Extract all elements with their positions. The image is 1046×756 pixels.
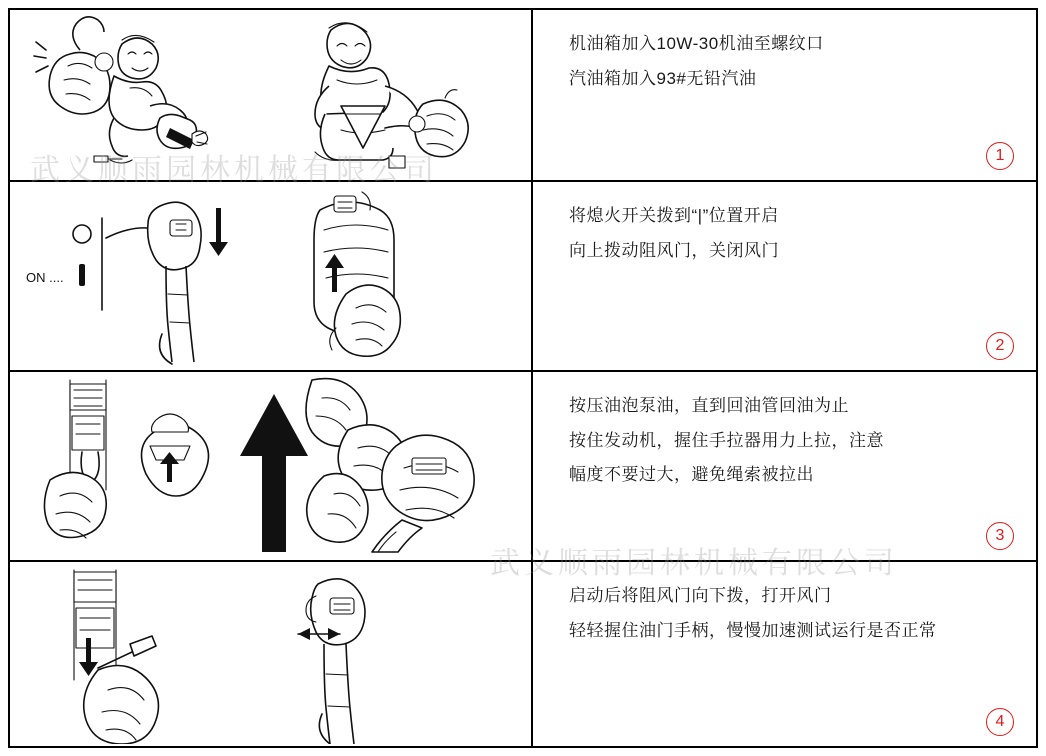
step-2-text <box>533 182 1036 370</box>
step-2-line-1: 将熄火开关拨到“|”位置开启 <box>569 206 779 225</box>
step-3-line-1: 按压油泡泵油，直到回油管回油为止 <box>569 396 849 415</box>
step-1-illustration <box>10 10 533 180</box>
table-row <box>10 562 1036 746</box>
step-4-line-2: 轻轻握住油门手柄，慢慢加速测试运行是否正常 <box>569 620 937 640</box>
step-3-text <box>533 372 1036 560</box>
step-3-line-3: 幅度不要过大，避免绳索被拉出 <box>569 465 814 485</box>
table-row <box>10 372 1036 562</box>
step-number-badge: 1 <box>986 142 1014 170</box>
watermark-top: 武义顺雨园林机械有限公司 <box>30 154 438 187</box>
step-number-badge: 2 <box>986 332 1014 360</box>
table-row <box>10 10 1036 182</box>
step-4-line-1: 启动后将阻风门向下拨，打开风门 <box>569 586 832 605</box>
switch-on-label: ON .... <box>26 270 64 285</box>
step-4-text <box>533 562 1036 746</box>
step-2-illustration <box>10 182 533 370</box>
step-number-badge: 3 <box>986 522 1014 550</box>
step-4-illustration <box>10 562 533 746</box>
steps-table <box>8 8 1038 748</box>
step-2-line-2: 向上拨动阻风门，关闭风门 <box>569 240 779 260</box>
table-row <box>10 182 1036 372</box>
step-1-line-2: 汽油箱加入93#无铅汽油 <box>569 68 757 88</box>
step-number-badge: 4 <box>986 708 1014 736</box>
step-1-text <box>533 10 1036 180</box>
step-3-illustration <box>10 372 533 560</box>
step-3-line-2: 按住发动机，握住手拉器用力上拉，注意 <box>569 430 884 450</box>
step-1-line-1: 机油箱加入10W-30机油至螺纹口 <box>569 34 824 53</box>
watermark-bottom: 武义顺雨园林机械有限公司 <box>490 547 898 580</box>
